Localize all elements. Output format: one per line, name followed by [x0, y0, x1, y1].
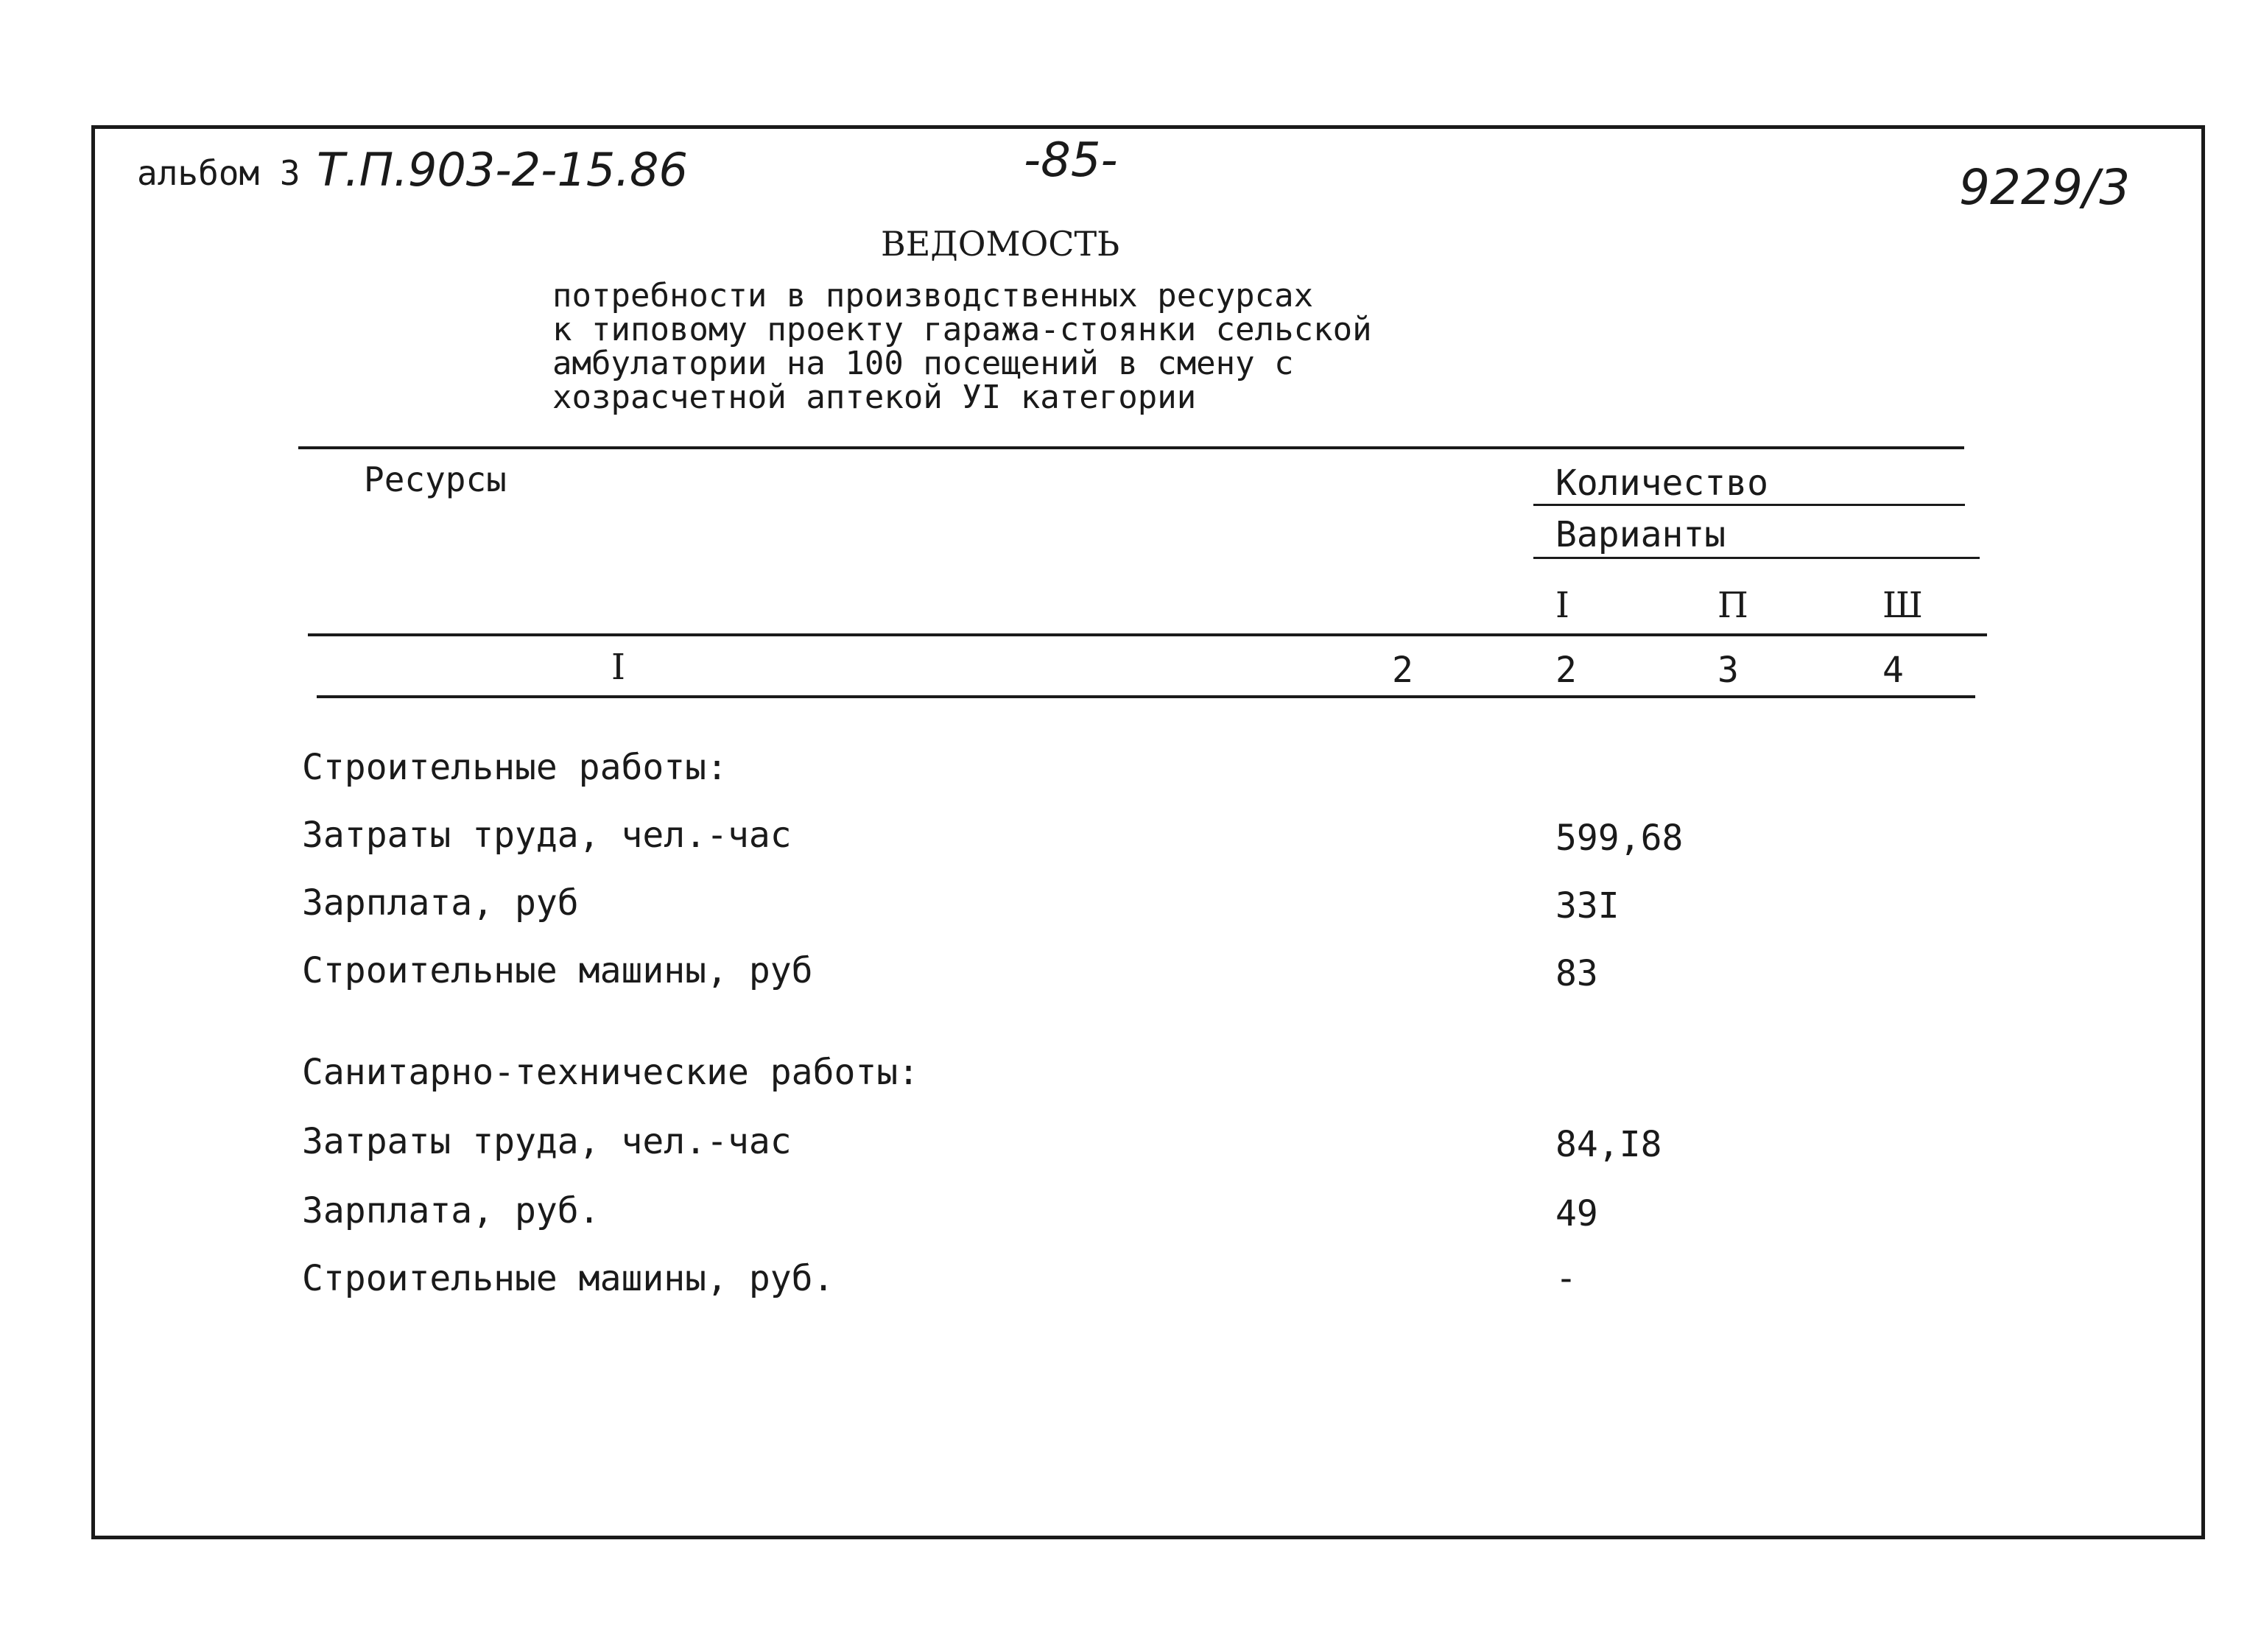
column-number-3: 2 — [1555, 650, 1577, 691]
section-title: Санитарно-технические работы: — [302, 1052, 920, 1093]
quantity-underline — [1533, 504, 1965, 506]
subtitle-line-3: амбулатории на 100 посещений в смену с — [552, 345, 1294, 382]
table-row-value: 83 — [1555, 953, 1598, 994]
document-heading: ВЕДОМОСТЬ — [881, 224, 1120, 264]
subtitle-line-1: потребности в производственных ресурсах — [552, 277, 1314, 314]
subtitle-line-2: к типовому проекту гаража-стоянки сельской — [552, 311, 1372, 348]
resources-header: Ресурсы — [364, 460, 507, 499]
table-row-value: 599,68 — [1555, 818, 1684, 859]
column-number-4: 3 — [1717, 650, 1739, 691]
variants-underline — [1533, 557, 1980, 559]
table-row-label: Строительные машины, руб. — [302, 1258, 834, 1299]
table-row-value: - — [1555, 1258, 1577, 1299]
table-row-value: 84,I8 — [1555, 1124, 1662, 1165]
table-top-rule — [298, 446, 1964, 449]
table-row-label: Строительные машины, руб — [302, 950, 813, 991]
project-code: Т.П.903-2-15.86 — [317, 143, 688, 197]
quantity-header: Количество — [1555, 463, 1768, 504]
album-label: альбом 3 — [137, 153, 300, 193]
column-number-1: I — [611, 647, 625, 688]
variant-label-1: I — [1555, 585, 1569, 626]
table-row-label: Затраты труда, чел.-час — [302, 1121, 792, 1162]
column-number-5: 4 — [1882, 650, 1904, 691]
header-bottom-rule — [308, 633, 1987, 636]
table-row-value: 49 — [1555, 1193, 1598, 1234]
section-title: Строительные работы: — [302, 747, 728, 788]
subtitle-line-4: хозрасчетной аптекой УI категории — [552, 379, 1197, 416]
variant-label-3: Ш — [1882, 585, 1923, 626]
column-number-2: 2 — [1392, 650, 1413, 691]
table-row-label: Затраты труда, чел.-час — [302, 815, 792, 856]
page-number: -85- — [1024, 133, 1118, 188]
variant-label-2: П — [1717, 585, 1748, 626]
sheet-number: 9229/3 — [1959, 159, 2131, 216]
variants-header: Варианты — [1555, 514, 1726, 555]
table-row-value: 33I — [1555, 885, 1620, 927]
table-row-label: Зарплата, руб. — [302, 1190, 600, 1231]
column-numbers-bottom-rule — [317, 695, 1975, 698]
table-row-label: Зарплата, руб — [302, 882, 579, 924]
